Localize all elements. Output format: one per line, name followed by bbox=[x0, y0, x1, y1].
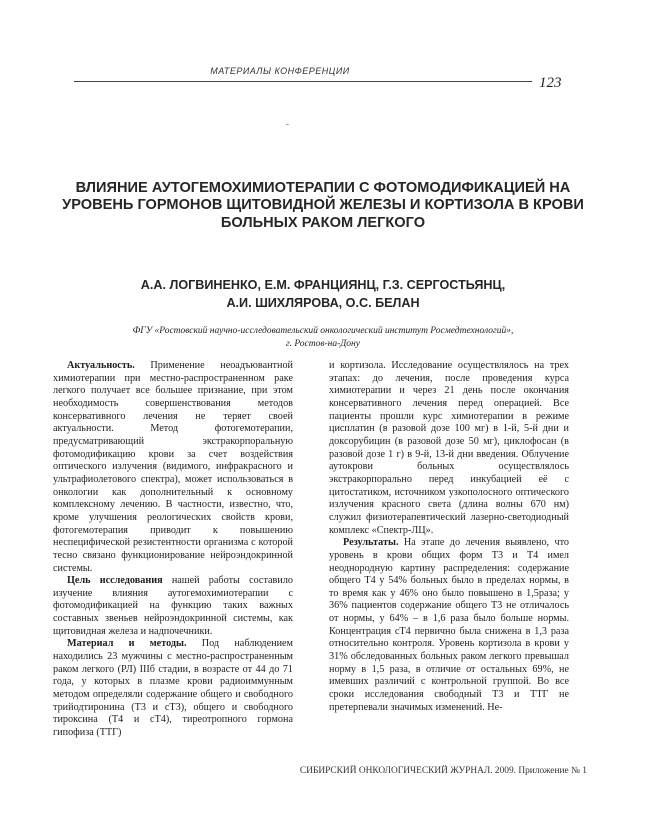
paragraph-text: Применение неоадъювантной химиотерапии при местно-распространенном раке легкого получает все большее признание, при этом необходимость совершенствования методов консервативного лечения не теряет своей актуальности. Метод фотогемотерапии, предусматривающий экстракорпоральную фотомодификацию крови за счет воздействия оптического излучения (видимого, инфракрасного и ультрафиолетового спектра), может использоваться в онкологии как дополнительный к основному комплексному лечению. В частности, известно, что, кроме улучшения реологических свойств крови, фотогемотерапия приводит к повышению неспецифической резистентности организма с которой тесно связано функционирование нейроэндокринной системы. bbox=[53, 360, 293, 574]
authors-line-1: А.А. ЛОГВИНЕНКО, Е.М. ФРАНЦИЯНЦ, Г.З. СЕРГОСТЬЯНЦ, bbox=[140, 278, 506, 292]
paragraph-text: и кортизола. Исследование осуществлялось на трех этапах: до лечения, после проведения курса химиотерапии и через 21 день после окончания консервативного лечения перед операцией. Все пациенты прошли курс химиотерапии в режиме цисплатин (в разовой дозе 100 мг) в 1-й, 5-й дни и доксорубицин (в разовой дозе 50 мг), циклофосан (в разовой дозе 1 г) в 9-й, 13-й дни введения. Облучение аутокрови больных осуществлялось экстракорпорально перед инкубацией её с цитостатиком, источником узкополосного оптического излучения красного света (длина волны 670 нм) служил физиотерапевтический лазерно-светодиодный комплекс «Спектр-ЛЦ». bbox=[329, 360, 569, 536]
paragraph-text: На этапе до лечения выявлено, что уровень в крови общих форм Т3 и Т4 имел неоднородную картину распределения: содержание общего Т4 у 54% больных было в пределах нормы, в то время как у 46% оно было повышено в 1,5раза; у 36% пациентов содержание общего Т3 не отличалось от нормы, у 64% – в 1,6 раза было больше нормы. Концентрация сТ4 первично была снижена в 1,3 раза относительно контроля. Уровень кортизола в крови у 31% обследованных больных раком легкого превышал норму в 1,5 раза, в отличие от остальных 69%, не имевших различий с контрольной группой. Во все сроки исследования свободный Т3 и ТТГ не претерпевали значимых изменений. Не- bbox=[329, 537, 569, 713]
authors bbox=[40, 276, 606, 312]
paragraph-aim bbox=[53, 575, 293, 638]
affiliation bbox=[40, 325, 606, 351]
page-number: 123 bbox=[539, 75, 562, 91]
article-title: ВЛИЯНИЕ АУТОГЕМОХИМИОТЕРАПИИ С ФОТОМОДИФИКАЦИЕЙ НА УРОВЕНЬ ГОРМОНОВ ЩИТОВИДНОЙ ЖЕЛЕЗЫ И КОРТИЗОЛА В КРОВИ БОЛЬНЫХ РАКОМ ЛЕГКОГО bbox=[62, 180, 584, 231]
paragraph-results bbox=[329, 537, 569, 714]
separator-dash: - bbox=[286, 119, 289, 129]
paragraph-methods bbox=[53, 638, 293, 739]
body-column-right bbox=[329, 360, 569, 714]
affiliation-line-1: ФГУ «Ростовский научно-исследовательский онкологический институт Росмедтехнологий», bbox=[132, 326, 514, 336]
paragraph-text: Под наблюдением находились 23 мужчины с местно-распространенным раком легкого (РЛ) IIIб стадии, в возрасте от 44 до 71 года, у которых в плазме крови радиоиммунным методом определяли содержание общего и свободного трийодтиронина (Т3 и сТ3), общего и свободного тироксина (Т4 и сТ4), тиреотропного гормона гипофиза (ТТГ) bbox=[53, 638, 293, 739]
paragraph-label: Материал и методы. bbox=[67, 638, 187, 650]
authors-line-2: А.И. ШИХЛЯРОВА, О.С. БЕЛАН bbox=[226, 296, 420, 310]
paragraph-text: нашей работы составило изучение влияния аутогемохимиотерапии с фотомодификацией на функцию таких важных составных звеньев нейроэндокринной системы, как щитовидная железа и надпочечники. bbox=[53, 575, 293, 637]
paragraph-label: Результаты. bbox=[343, 537, 399, 549]
affiliation-line-2: г. Ростов-на-Дону bbox=[285, 339, 360, 349]
paragraph-label: Цель исследования bbox=[67, 575, 163, 587]
header-rule bbox=[74, 81, 532, 82]
paragraph-methods-continued bbox=[329, 360, 569, 537]
paragraph-relevance bbox=[53, 360, 293, 575]
running-header-section: МАТЕРИАЛЫ КОНФЕРЕНЦИИ bbox=[210, 66, 350, 76]
paragraph-label: Актуальность. bbox=[67, 360, 135, 371]
body-column-left bbox=[53, 360, 293, 740]
journal-footer: СИБИРСКИЙ ОНКОЛОГИЧЕСКИЙ ЖУРНАЛ. 2009. Приложение № 1 bbox=[299, 766, 587, 776]
